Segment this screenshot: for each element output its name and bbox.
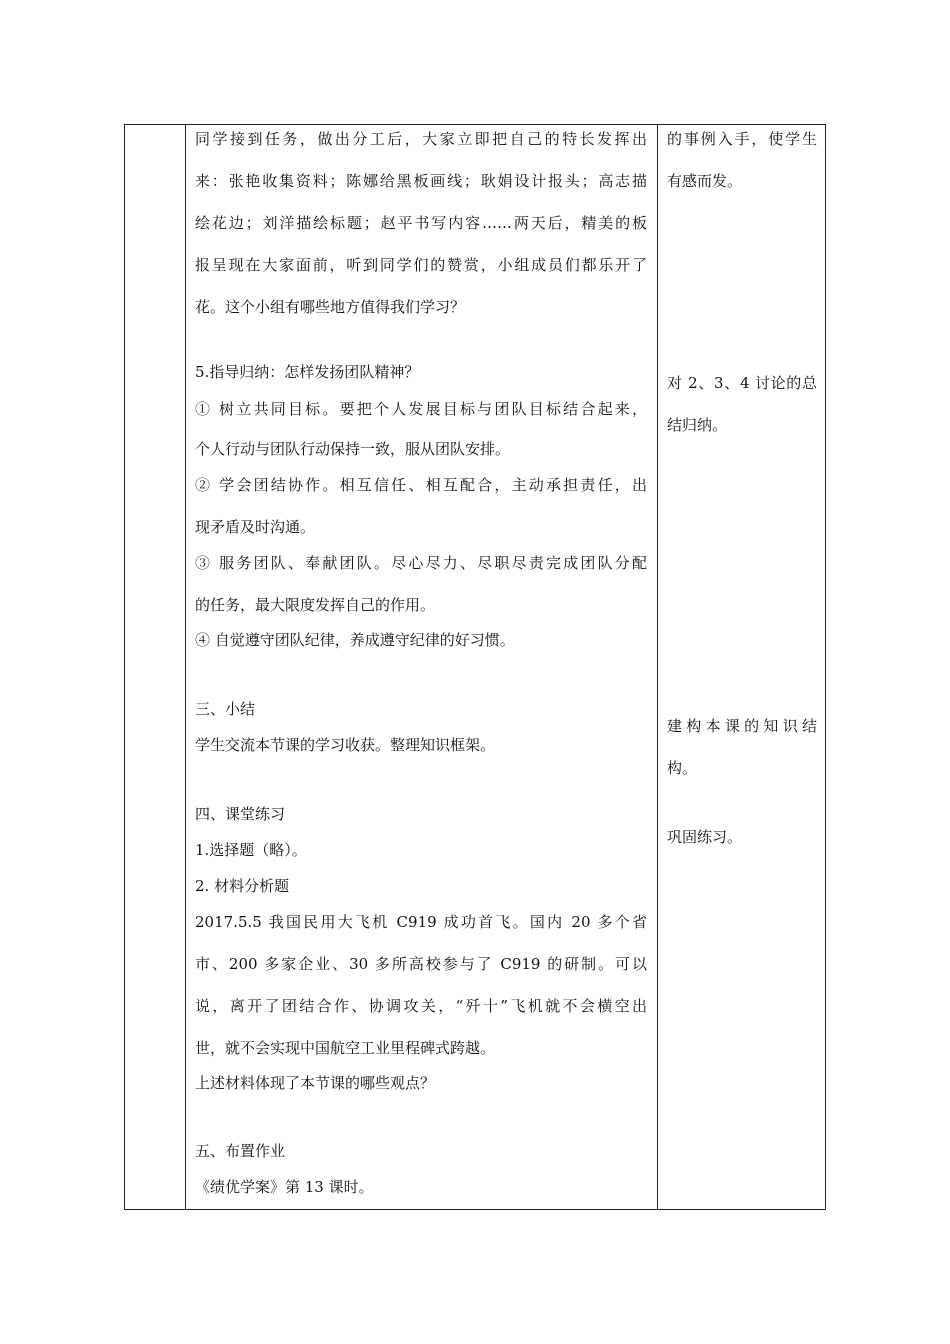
column-divider-right xyxy=(657,125,658,1209)
exercise-1: 1.选择题（略）。 xyxy=(195,841,307,859)
summary-line: 的任务，最大限度发挥自己的作用。 xyxy=(195,596,436,614)
side-note-line: 巩固练习。 xyxy=(667,828,743,846)
intro-line: 花。这个小组有哪些地方值得我们学习？ xyxy=(195,298,466,316)
summary-title: 5.指导归纳：怎样发扬团队精神？ xyxy=(195,363,420,381)
section4-title: 四、课堂练习 xyxy=(195,805,286,823)
material-line: 说，离开了团结合作、协调攻关，“歼十”飞机就不会横空出 xyxy=(195,997,647,1015)
lesson-table xyxy=(124,124,826,1210)
section5-title: 五、布置作业 xyxy=(195,1142,286,1160)
exercise-2: 2. 材料分析题 xyxy=(195,877,290,895)
side-note-line: 构。 xyxy=(667,759,698,777)
section3-text: 学生交流本节课的学习收获。整理知识框架。 xyxy=(195,736,496,754)
side-note-line: 对 2、3、4 讨论的总 xyxy=(667,374,817,392)
question-text: 上述材料体现了本节课的哪些观点？ xyxy=(195,1074,436,1092)
section3-title: 三、小结 xyxy=(195,700,256,718)
material-line: 世，就不会实现中国航空工业里程碑式跨越。 xyxy=(195,1039,496,1057)
intro-line: 来：张艳收集资料；陈娜给黑板画线；耿娟设计报头；高志描 xyxy=(195,172,647,190)
side-note-line: 的事例入手，使学生 xyxy=(667,130,817,148)
material-line: 2017.5.5 我国民用大飞机 C919 成功首飞。国内 20 多个省 xyxy=(195,913,647,931)
side-note-line: 有感而发。 xyxy=(667,172,743,190)
homework-text: 《绩优学案》第 13 课时。 xyxy=(195,1178,374,1196)
summary-line: 个人行动与团队行动保持一致，服从团队安排。 xyxy=(195,440,511,458)
summary-line: 现矛盾及时沟通。 xyxy=(195,518,316,536)
side-note-line: 建构本课的知识结 xyxy=(667,717,817,735)
material-line: 市、200 多家企业、30 多所高校参与了 C919 的研制。可以 xyxy=(195,955,647,973)
summary-line: ② 学会团结协作。相互信任、相互配合，主动承担责任，出 xyxy=(195,476,647,494)
summary-line: ③ 服务团队、奉献团队。尽心尽力、尽职尽责完成团队分配 xyxy=(195,554,647,572)
summary-line: ④ 自觉遵守团队纪律，养成遵守纪律的好习惯。 xyxy=(195,631,515,649)
side-note-line: 结归纳。 xyxy=(667,416,728,434)
intro-line: 报呈现在大家面前，听到同学们的赞赏，小组成员们都乐开了 xyxy=(195,256,647,274)
intro-line: 绘花边；刘洋描绘标题；赵平书写内容……两天后，精美的板 xyxy=(195,214,647,232)
column-divider-left xyxy=(185,125,186,1209)
summary-line: ① 树立共同目标。要把个人发展目标与团队目标结合起来， xyxy=(195,400,647,418)
intro-line: 同学接到任务，做出分工后，大家立即把自己的特长发挥出 xyxy=(195,130,647,148)
